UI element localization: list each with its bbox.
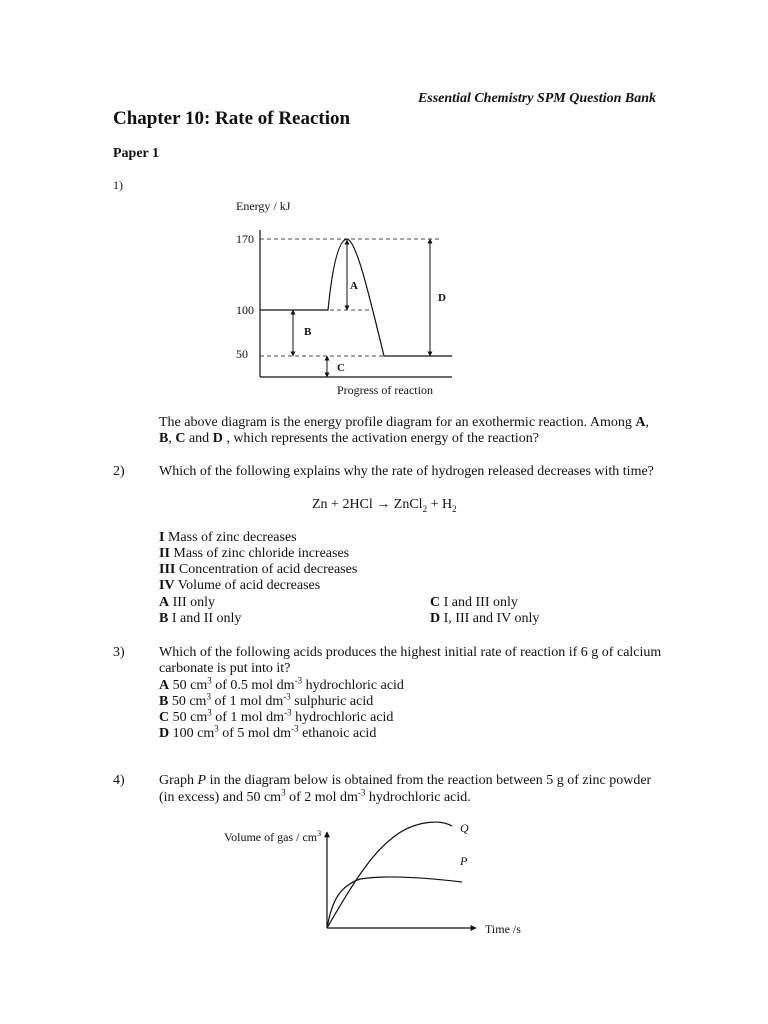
option-a[interactable]: A 50 $cm^3$ of 0.5 mol $dm^{-3}$ hydrochloric acid xyxy=(159,675,404,693)
option-c[interactable]: C 50 $cm^3$ of 1 mol $dm^{-3}$ hydrochloric acid xyxy=(159,707,394,725)
energy-curve xyxy=(260,239,452,356)
q1-text-line2: B, C and D , which represents the activation energy of the reaction? xyxy=(159,431,539,446)
q3-question-line1: Which of the following acids produces the highest initial rate of reaction if 6 g of calcium xyxy=(159,645,662,660)
q3-question-line2: carbonate is put into it? xyxy=(159,661,291,676)
level-50-label: 50 xyxy=(236,347,248,361)
q2-equation: Zn + 2HCl → ZnCl$_2$ + $H_2$ xyxy=(312,497,457,514)
paper-label: Paper 1 xyxy=(113,146,160,161)
question-number: 2) xyxy=(113,464,125,479)
q4-text-line1: Graph P in the diagram below is obtained from the reaction between 5 g of zinc powder xyxy=(159,773,652,788)
option-d[interactable]: D I, III and IV only xyxy=(430,611,540,626)
curve-q xyxy=(327,822,452,928)
level-100-label: 100 xyxy=(236,303,254,317)
question-number: 3) xyxy=(113,645,125,660)
energy-axis-label: Energy / kJ xyxy=(236,199,291,213)
time-axis-label: Time /s xyxy=(485,922,521,936)
statement-item: II Mass of zinc chloride increases xyxy=(159,546,350,561)
level-170-label: 170 xyxy=(236,232,254,246)
statement-item: IV Volume of acid decreases xyxy=(159,578,321,593)
marker-c: C xyxy=(337,362,345,374)
statement-item: III Concentration of acid decreases xyxy=(159,562,358,577)
option-b[interactable]: B I and II only xyxy=(159,611,242,626)
book-title: Essential Chemistry SPM Question Bank xyxy=(417,91,656,106)
marker-d: D xyxy=(438,292,446,304)
option-c[interactable]: C I and III only xyxy=(430,595,518,610)
chapter-title: Chapter 10: Rate of Reaction xyxy=(113,108,351,129)
q4-text-line2: (in excess) and 50 $cm^3$ of 2 mol $dm^{-3}$ hydrochloric acid. xyxy=(159,787,471,805)
question-number: 1) xyxy=(113,178,123,192)
statement-item: I Mass of zinc decreases xyxy=(159,530,297,545)
marker-b: B xyxy=(304,326,312,338)
q1-text-line1: The above diagram is the energy profile diagram for an exothermic reaction. Among A, xyxy=(159,415,649,430)
option-d[interactable]: D 100 $cm^3$ of 5 mol $dm^{-3}$ ethanoic acid xyxy=(159,723,377,741)
curve-p-label: P xyxy=(460,854,468,868)
energy-profile-diagram xyxy=(0,190,768,430)
progress-axis-label: Progress of reaction xyxy=(337,383,433,397)
volume-time-graph xyxy=(0,812,768,942)
q2-question: Which of the following explains why the rate of hydrogen released decreases with time? xyxy=(159,464,654,479)
option-a[interactable]: A III only xyxy=(159,595,216,610)
question-number: 4) xyxy=(113,773,125,788)
marker-a: A xyxy=(350,280,358,292)
option-b[interactable]: B 50 $cm^3$ of 1 mol $dm^{-3}$ sulphuric acid xyxy=(159,691,374,709)
volume-axis-label: Volume of gas / $cm^3$ xyxy=(224,829,322,844)
curve-q-label: Q xyxy=(460,821,469,835)
curve-p xyxy=(327,877,462,928)
